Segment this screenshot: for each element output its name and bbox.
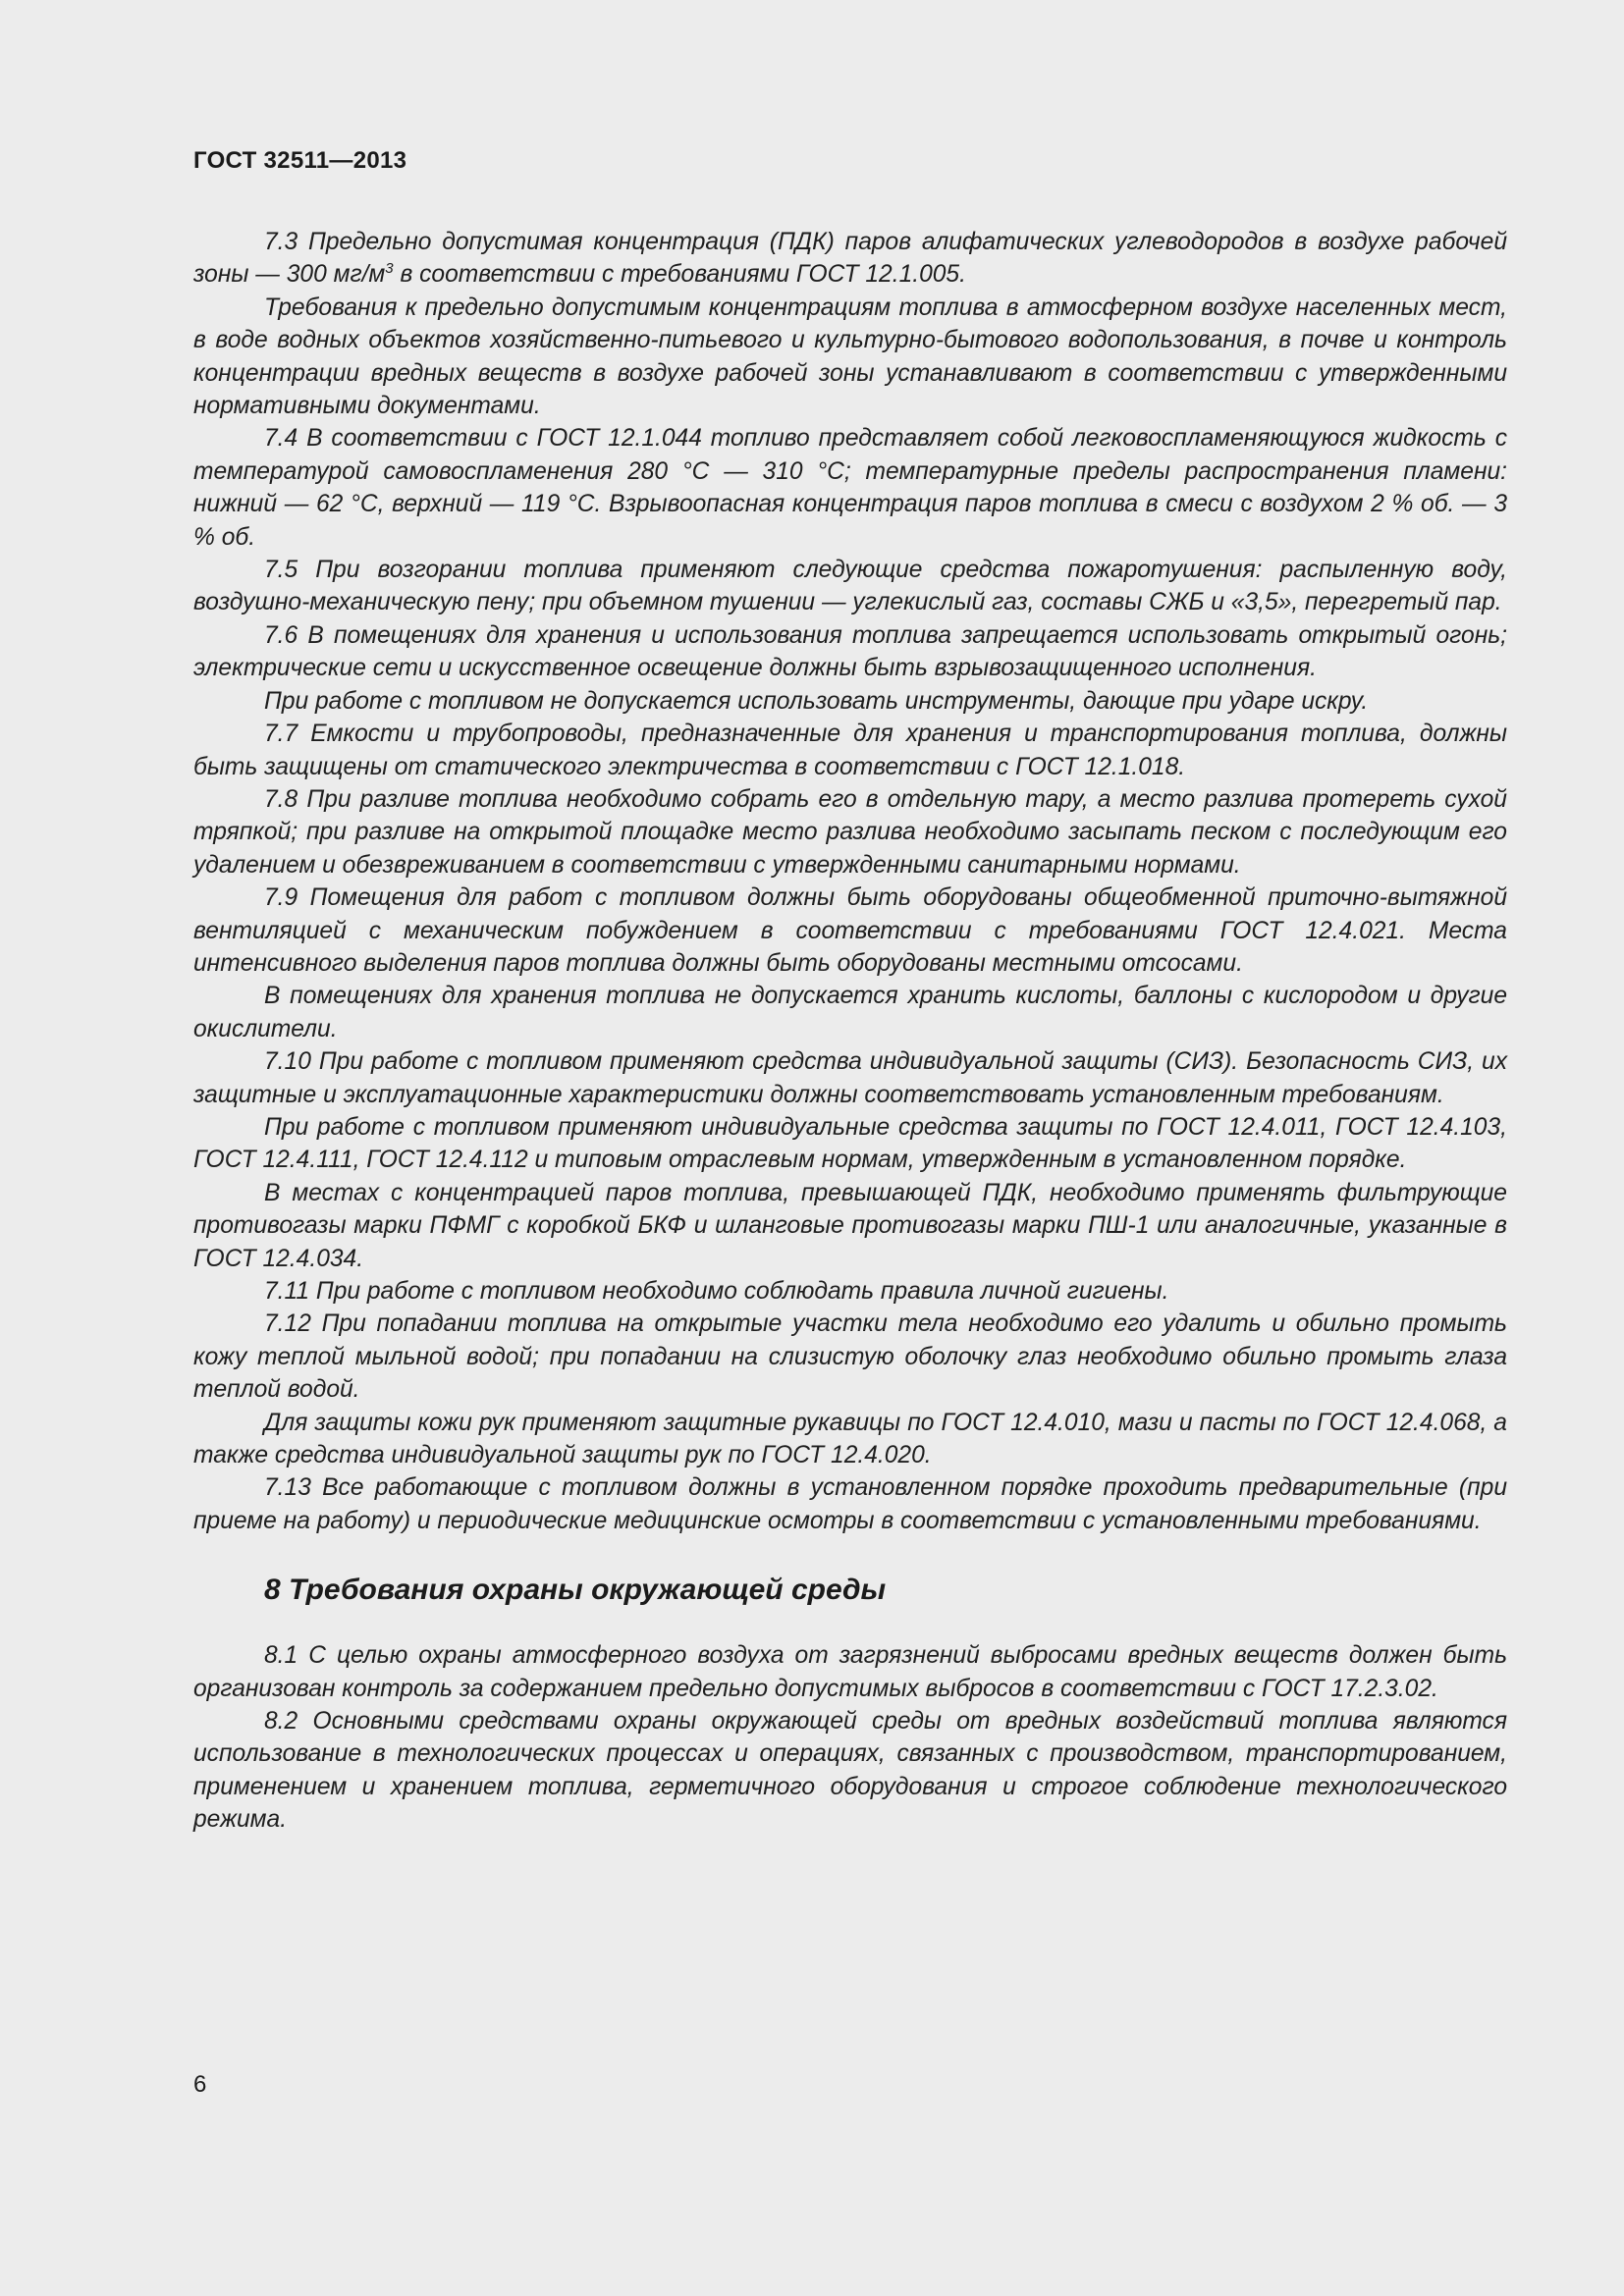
paragraph-gas-masks: В местах с концентрацией паров топлива, превышающей ПДК, необходимо применять фильтрующие противогазы марки ПФМГ с коробкой БКФ и шланговые противогазы марки ПШ-1 или аналогичные, указанные в ГОСТ 12.4.034. <box>193 1179 1507 1272</box>
paragraph-7-10: 7.10 При работе с топливом применяют средства индивидуальной защиты (СИЗ). Безопасность СИЗ, их защитные и эксплуатационные характеристики должны соответствовать установленным требованиям. <box>193 1048 1507 1108</box>
document-id-header: ГОСТ 32511—2013 <box>193 147 407 174</box>
page-content <box>193 226 1507 1837</box>
paragraph-7-3 <box>193 226 1507 292</box>
page-number: 6 <box>193 2071 207 2098</box>
paragraph-7-13: 7.13 Все работающие с топливом должны в установленном порядке проходить предварительные (при приеме на работу) и периодические медицинские осмотры в соответствии с установленными требованиями. <box>193 1474 1507 1534</box>
paragraph-7-11: 7.11 При работе с топливом необходимо соблюдать правила личной гигиены. <box>264 1278 1169 1305</box>
paragraph-7-4: 7.4 В соответствии с ГОСТ 12.1.044 топливо представляет собой легковоспламеняющуюся жидкость с температурой самовоспламенения 280 °С — 310 °С; температурные пределы распространения пламени: нижний — 62 °С, верхний — 119 °С. Взрывоопасная концентрация паров топлива в смеси с воздухом 2 % об. — 3 % об. <box>193 425 1507 551</box>
paragraph-7-5: 7.5 При возгорании топлива применяют следующие средства пожаротушения: распыленную воду, воздушно-механическую пену; при объемном тушении — углекислый газ, составы СЖБ и «3,5», перегретый пар. <box>193 557 1507 616</box>
paragraph-7-3-text-start: 7.3 Предельно допустимая концентрация (ПДК) паров алифатических углеводородов в воздухе рабочей зоны — 300 мг/м <box>193 229 1507 289</box>
paragraph-8-2: 8.2 Основными средствами охраны окружающей среды от вредных воздействий топлива являются использование в технологических процессах и операциях, связанных с производством, транспортированием, применением и хранением топлива, герметичного оборудования и строгое соблюдение технологического режима. <box>193 1708 1507 1834</box>
section-8-heading: 8 Требования охраны окружающей среды <box>264 1574 887 1607</box>
paragraph-hand-protection: Для защиты кожи рук применяют защитные рукавицы по ГОСТ 12.4.010, мази и пасты по ГОСТ 12.4.068, а также средства индивидуальной защиты рук по ГОСТ 12.4.020. <box>193 1409 1507 1469</box>
paragraph-7-6: 7.6 В помещениях для хранения и использования топлива запрещается использовать открытый огонь; электрические сети и искусственное освещение должны быть взрывозащищенного исполнения. <box>193 621 1507 682</box>
paragraph-7-8: 7.8 При разливе топлива необходимо собрать его в отдельную тару, а место разлива протереть сухой тряпкой; при разливе на открытой площадке место разлива необходимо засыпать песком с последующим его удалением и обезвреживанием в соответствии с утвержденными санитарными нормами. <box>193 785 1507 879</box>
paragraph-storage: В помещениях для хранения топлива не допускается хранить кислоты, баллоны с кислородом и другие окислители. <box>193 983 1507 1042</box>
paragraph-pdk-requirements: Требования к предельно допустимым концентрациям топлива в атмосферном воздухе населенных мест, в воде водных объектов хозяйственно-питьевого и культурно-бытового водопользования, в почве и контроль концентрации вредных веществ в воздухе рабочей зоны устанавливают в соответствии с утвержденными нормативными документами. <box>193 294 1507 420</box>
paragraph-ppe-standards: При работе с топливом применяют индивидуальные средства защиты по ГОСТ 12.4.011, ГОСТ 12.4.103, ГОСТ 12.4.111, ГОСТ 12.4.112 и типовым отраслевым нормам, утвержденным в установленном порядке. <box>193 1113 1507 1174</box>
paragraph-8-1: 8.1 С целью охраны атмосферного воздуха от загрязнений выбросами вредных веществ должен быть организован контроль за содержанием предельно допустимых выбросов в соответствии с ГОСТ 17.2.3.02. <box>193 1642 1507 1702</box>
paragraph-7-12: 7.12 При попадании топлива на открытые участки тела необходимо его удалить и обильно промыть кожу теплой мыльной водой; при попадании на слизистую оболочку глаз необходимо обильно промыть глаза теплой водой. <box>193 1310 1507 1404</box>
paragraph-7-3-text-end: в соответствии с требованиями ГОСТ 12.1.005. <box>393 261 966 289</box>
superscript-cube: 3 <box>385 260 394 278</box>
paragraph-7-7: 7.7 Емкости и трубопроводы, предназначенные для хранения и транспортирования топлива, должны быть защищены от статического электричества в соответствии с ГОСТ 12.1.018. <box>193 721 1507 780</box>
paragraph-7-9: 7.9 Помещения для работ с топливом должны быть оборудованы общеобменной приточно-вытяжной вентиляцией с механическим побуждением в соответствии с требованиями ГОСТ 12.4.021. Места интенсивного выделения паров топлива должны быть оборудованы местными отсосами. <box>193 884 1507 977</box>
paragraph-tools: При работе с топливом не допускается использовать инструменты, дающие при ударе искру. <box>264 687 1369 715</box>
